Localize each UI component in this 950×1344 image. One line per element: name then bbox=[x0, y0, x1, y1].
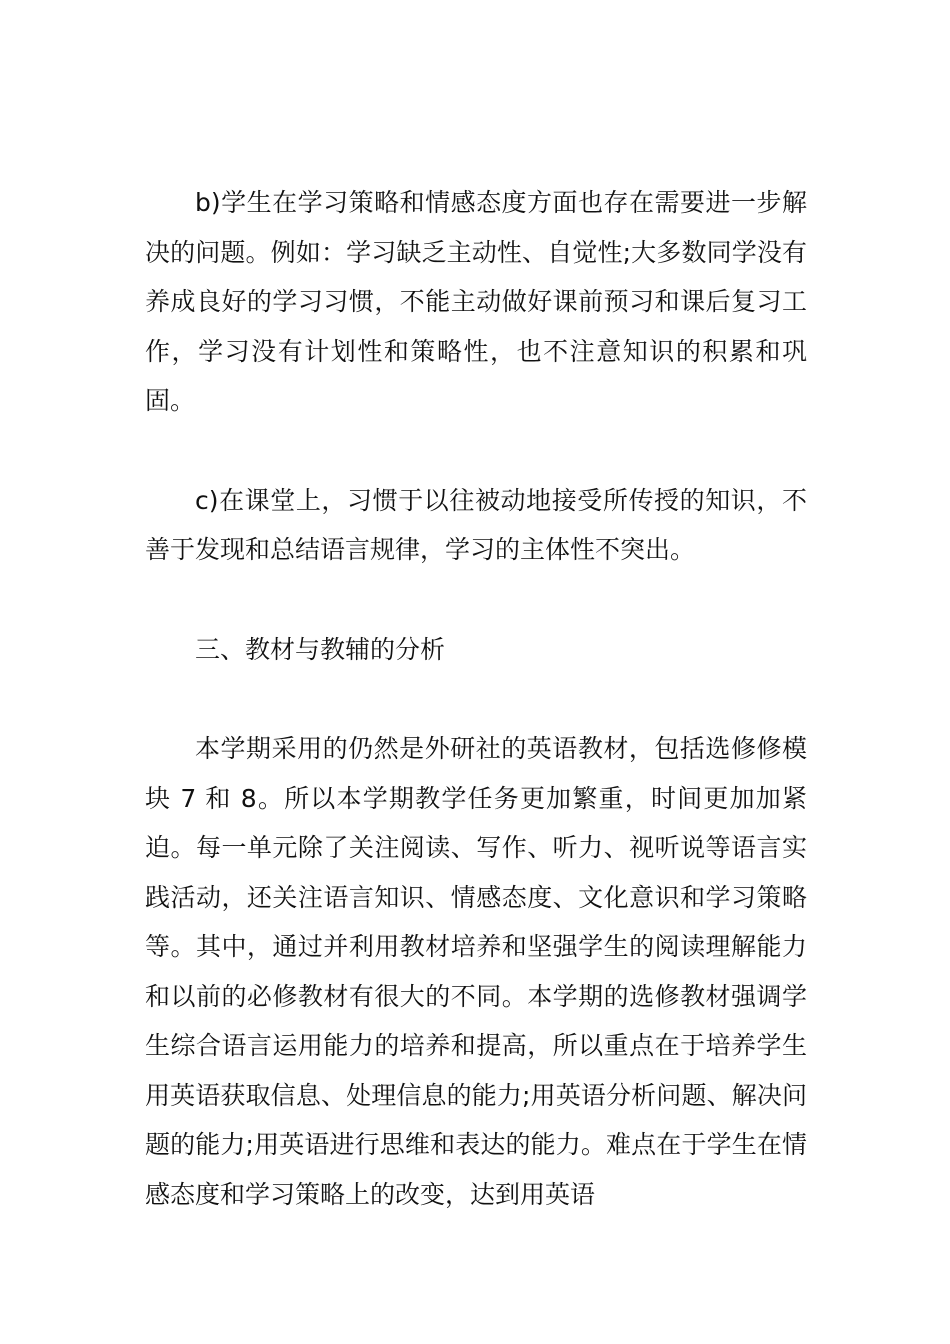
paragraph-textbook-analysis: 本学期采用的仍然是外研社的英语教材，包括选修修模块 7 和 8。所以本学期教学任务更加繁重，时间更加加紧迫。每一单元除了关注阅读、写作、听力、视听说等语言实践活动，还关注语言知识、情感态度、文化意识和学习策略等。其中，通过并利用教材培养和坚强学生的阅读理解能力和以前的必修教材有很大的不同。本学期的选修教材强调学生综合语言运用能力的培养和提高，所以重点在于培养学生用英语获取信息、处理信息的能力;用英语分析问题、解决问题的能力;用英语进行思维和表达的能力。难点在于学生在情感态度和学习策略上的改变，达到用英语 bbox=[145, 734, 807, 1209]
paragraph-classroom-passivity: c)在课堂上，习惯于以往被动地接受所传授的知识，不善于发现和总结语言规律，学习的主体性不突出。 bbox=[145, 485, 807, 564]
document-body bbox=[145, 178, 807, 1219]
paragraph-learning-strategy-issues: b)学生在学习策略和情感态度方面也存在需要进一步解决的问题。例如：学习缺乏主动性、自觉性;大多数同学没有养成良好的学习习惯，不能主动做好课前预习和课后复习工作，学习没有计划性和策略性，也不注意知识的积累和巩固。 bbox=[145, 188, 807, 415]
section-heading-textbook-analysis: 三、教材与教辅的分析 bbox=[195, 634, 446, 664]
